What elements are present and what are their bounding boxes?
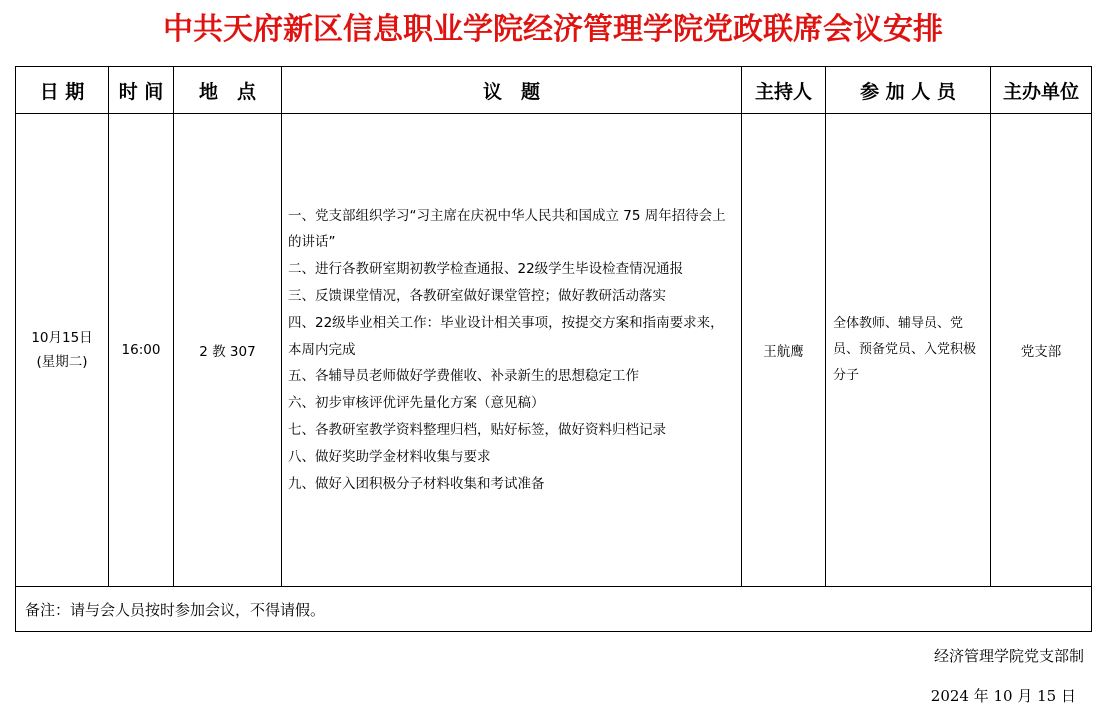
cell-topics — [282, 114, 742, 587]
topic-item: 四、22级毕业相关工作：毕业设计相关事项，按提交方案和指南要求来，本周内完成 — [288, 314, 724, 358]
footer-unit: 经济管理学院党支部制 — [933, 647, 1084, 665]
footer-date: 2024 年 10 月 15 日 — [930, 687, 1076, 705]
cell-location: 2 教 307 — [174, 114, 282, 587]
cell-organizer: 党支部 — [991, 114, 1092, 587]
topic-item: 五、各辅导员老师做好学费催收、补录新生的思想稳定工作 — [288, 368, 639, 385]
date-line-2: (星期二) — [36, 354, 88, 370]
topic-item: 三、反馈课堂情况，各教研室做好课堂管控；做好教研活动落实 — [288, 288, 666, 304]
table-row — [16, 114, 1092, 587]
topic-item: 九、做好入团积极分子材料收集和考试准备 — [288, 475, 545, 492]
header-date: 日 期 — [16, 67, 109, 114]
header-attendees: 参 加 人 员 — [826, 67, 991, 114]
date-line-1: 10月15日 — [31, 330, 93, 346]
topic-item: 二、进行各教研室期初教学检查通报、22级学生毕设检查情况通报 — [288, 261, 684, 278]
document-title: 中共天府新区信息职业学院经济管理学院党政联席会议安排 — [163, 12, 943, 47]
topic-item: 八、做好奖助学金材料收集与要求 — [288, 448, 491, 465]
table-header-row — [16, 67, 1092, 114]
meeting-schedule-table — [15, 66, 1092, 632]
header-host: 主持人 — [742, 67, 826, 114]
header-topics: 议 题 — [282, 67, 742, 114]
topic-item: 七、各教研室教学资料整理归档，贴好标签，做好资料归档记录 — [288, 421, 666, 438]
cell-attendees: 全体教师、辅导员、党员、预备党员、入党积极分子 — [826, 114, 991, 587]
topic-item: 一、党支部组织学习“习主席在庆祝中华人民共和国成立 75 周年招待会上的讲话” — [288, 207, 726, 251]
note-row — [16, 587, 1092, 632]
cell-date — [16, 114, 109, 587]
header-organizer: 主办单位 — [991, 67, 1092, 114]
header-time: 时 间 — [109, 67, 174, 114]
header-location: 地 点 — [174, 67, 282, 114]
cell-host: 王航鹰 — [742, 114, 826, 587]
note-text: 备注：请与会人员按时参加会议，不得请假。 — [16, 587, 1092, 632]
cell-time: 16:00 — [109, 114, 174, 587]
topic-item: 六、初步审核评优评先量化方案（意见稿） — [288, 395, 545, 412]
